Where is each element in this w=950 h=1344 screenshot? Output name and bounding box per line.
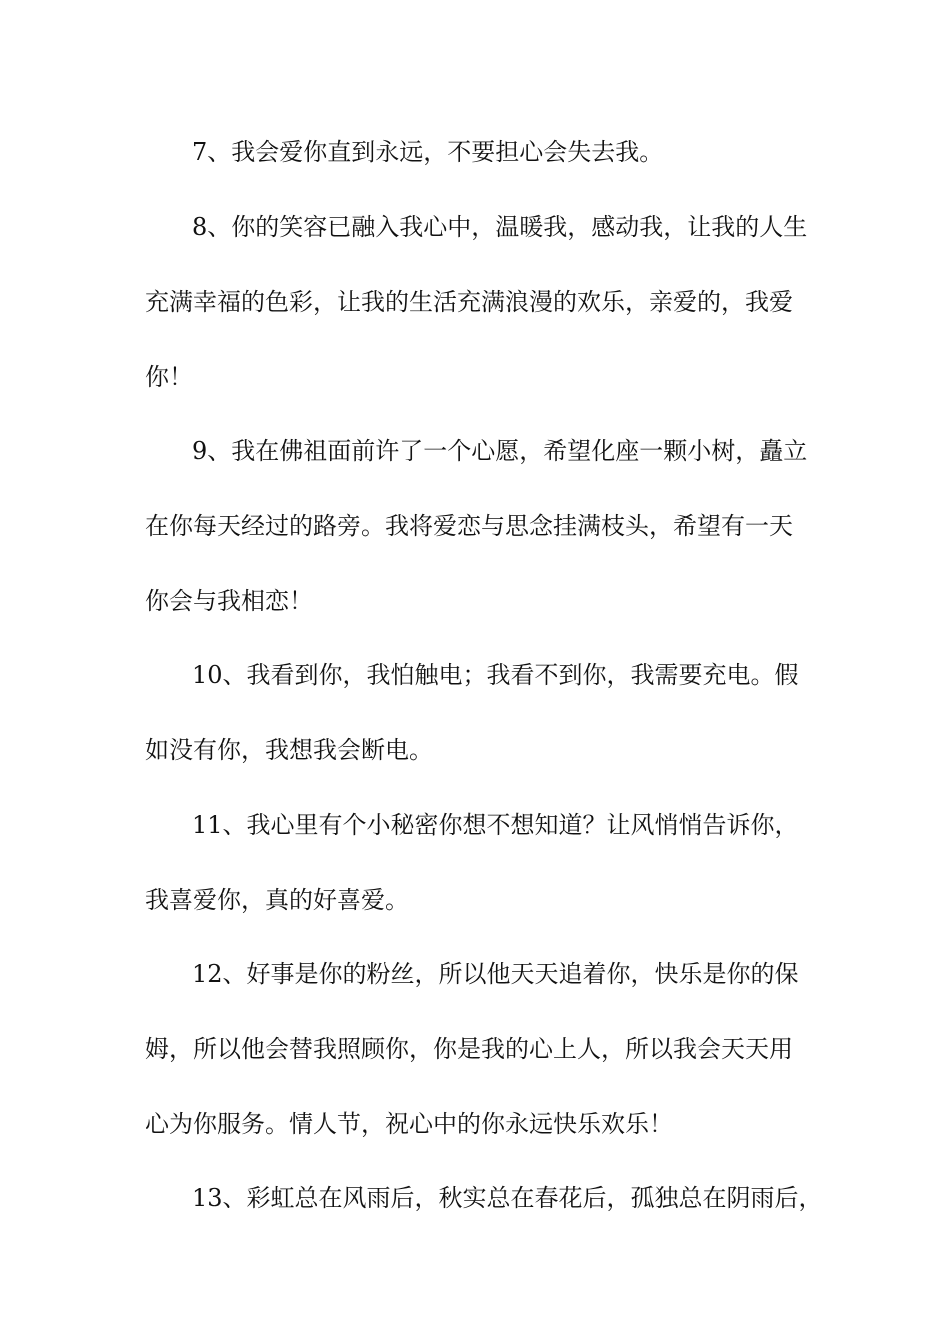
paragraph-12-line-2: 姆，所以他会替我照顾你，你是我的心上人，所以我会天天用 [145,1035,793,1063]
paragraph-9-line-1: 9、我在佛祖面前许了一个心愿，希望化座一颗小树，矗立 [192,437,808,465]
paragraph-12-line-3: 心为你服务。情人节，祝心中的你永远快乐欢乐！ [145,1110,673,1138]
paragraph-11-line-1: 11、我心里有个小秘密你想不想知道？让风悄悄告诉你， [192,811,799,839]
paragraph-8-line-1: 8、你的笑容已融入我心中，温暖我，感动我，让我的人生 [192,213,808,241]
paragraph-7-line-1: 7、我会爱你直到永远，不要担心会失去我。 [192,138,664,166]
paragraph-12-line-1: 12、好事是你的粉丝，所以他天天追着你，快乐是你的保 [192,960,799,988]
paragraph-10-line-1: 10、我看到你，我怕触电；我看不到你，我需要充电。假 [192,661,799,689]
paragraph-8-line-2: 充满幸福的色彩，让我的生活充满浪漫的欢乐，亲爱的，我爱 [145,288,793,316]
paragraph-9-line-3: 你会与我相恋！ [145,587,313,615]
paragraph-8-line-3: 你！ [145,363,193,391]
paragraph-13-line-1: 13、彩虹总在风雨后，秋实总在春花后，孤独总在阴雨后， [192,1184,823,1212]
paragraph-11-line-2: 我喜爱你，真的好喜爱。 [145,886,409,914]
paragraph-9-line-2: 在你每天经过的路旁。我将爱恋与思念挂满枝头，希望有一天 [145,512,793,540]
paragraph-10-line-2: 如没有你，我想我会断电。 [145,736,433,764]
